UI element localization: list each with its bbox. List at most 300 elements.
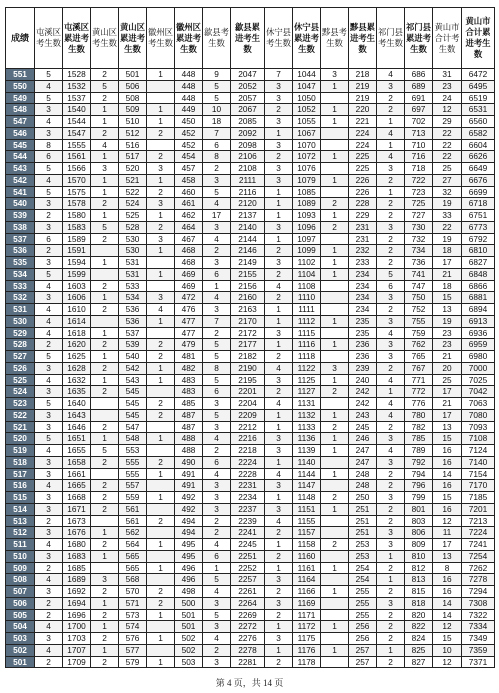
table-cell: 1: [377, 574, 405, 586]
table-cell: 2: [91, 633, 119, 645]
table-cell: 2: [35, 339, 63, 351]
table-cell: 6626: [462, 151, 495, 163]
table-cell: 3: [203, 257, 231, 269]
table-cell: 2224: [231, 456, 265, 468]
table-cell: 555: [119, 468, 147, 480]
table-cell: 1570: [63, 174, 91, 186]
table-cell: 3: [35, 586, 63, 598]
table-cell: 2: [265, 245, 293, 257]
table-cell: 1: [91, 104, 119, 116]
table-cell: 2: [203, 327, 231, 339]
table-cell: 3: [265, 221, 293, 233]
table-cell: 3: [35, 503, 63, 515]
table-cell: 3: [35, 527, 63, 539]
table-cell: 3: [265, 374, 293, 386]
table-cell: 11: [433, 527, 462, 539]
score-cell: 546: [6, 127, 35, 139]
table-cell: 1603: [63, 280, 91, 292]
table-cell: 2: [91, 539, 119, 551]
table-cell: 1: [321, 621, 349, 633]
table-row: [6, 174, 495, 186]
table-cell: [321, 633, 349, 645]
table-cell: 1: [147, 69, 175, 81]
table-cell: [147, 445, 175, 457]
table-cell: 517: [119, 151, 147, 163]
table-cell: 1: [265, 644, 293, 656]
score-cell: 519: [6, 445, 35, 457]
table-cell: 1: [321, 257, 349, 269]
table-cell: 1: [91, 433, 119, 445]
table-cell: 219: [349, 80, 377, 92]
table-row: [6, 362, 495, 374]
table-cell: 7262: [462, 562, 495, 574]
table-row: [6, 257, 495, 269]
table-cell: 7042: [462, 386, 495, 398]
table-cell: 5: [35, 69, 63, 81]
score-cell: 529: [6, 327, 35, 339]
table-cell: 4: [203, 433, 231, 445]
table-cell: 1166: [293, 586, 321, 598]
table-cell: 242: [349, 398, 377, 410]
table-cell: 750: [405, 292, 433, 304]
table-cell: 3: [35, 633, 63, 645]
table-cell: 1: [265, 492, 293, 504]
table-cell: 6699: [462, 186, 495, 198]
table-cell: [91, 268, 119, 280]
table-cell: 494: [175, 515, 203, 527]
table-cell: 1537: [63, 92, 91, 104]
table-cell: 512: [119, 127, 147, 139]
table-cell: 4: [377, 127, 405, 139]
table-cell: 495: [175, 539, 203, 551]
table-cell: 2: [35, 245, 63, 257]
table-cell: 2182: [231, 351, 265, 363]
table-cell: 2: [265, 609, 293, 621]
table-cell: 767: [405, 362, 433, 374]
column-header: 徽州区考生数: [147, 8, 175, 69]
table-cell: 7170: [462, 480, 495, 492]
table-cell: 2098: [231, 139, 265, 151]
table-cell: 771: [405, 374, 433, 386]
table-cell: 6: [203, 550, 231, 562]
table-cell: 780: [405, 409, 433, 421]
table-cell: 221: [349, 116, 377, 128]
table-cell: 7000: [462, 362, 495, 374]
table-cell: 218: [349, 69, 377, 81]
table-cell: 18: [433, 245, 462, 257]
table-cell: 469: [175, 280, 203, 292]
table-cell: 5: [377, 268, 405, 280]
table-cell: 752: [405, 304, 433, 316]
table-cell: 16: [433, 445, 462, 457]
table-cell: 1614: [63, 315, 91, 327]
table-cell: 2234: [231, 492, 265, 504]
table-cell: [321, 456, 349, 468]
table-cell: 772: [405, 386, 433, 398]
table-cell: 5: [35, 163, 63, 175]
table-cell: 3: [265, 80, 293, 92]
table-cell: 508: [119, 92, 147, 104]
table-cell: 1: [147, 633, 175, 645]
table-cell: 4: [377, 327, 405, 339]
table-cell: 2: [35, 210, 63, 222]
table-cell: 2047: [231, 69, 265, 81]
table-cell: 1: [147, 609, 175, 621]
table-cell: 15: [433, 633, 462, 645]
table-cell: 1: [377, 116, 405, 128]
score-cell: 523: [6, 398, 35, 410]
table-cell: 1055: [293, 116, 321, 128]
table-cell: 3: [265, 139, 293, 151]
score-cell: 515: [6, 492, 35, 504]
table-cell: 1: [321, 409, 349, 421]
table-cell: 2: [91, 503, 119, 515]
table-cell: 2239: [231, 515, 265, 527]
table-cell: 2: [377, 633, 405, 645]
table-cell: 521: [119, 174, 147, 186]
score-cell: 535: [6, 257, 35, 269]
table-row: [6, 633, 495, 645]
table-cell: 2: [91, 304, 119, 316]
table-cell: 7: [203, 315, 231, 327]
table-cell: 2: [265, 351, 293, 363]
table-row: [6, 621, 495, 633]
table-cell: 21: [433, 398, 462, 410]
table-cell: 6848: [462, 268, 495, 280]
table-cell: 490: [175, 456, 203, 468]
table-cell: 2: [265, 268, 293, 280]
table-cell: 13: [433, 550, 462, 562]
table-cell: 256: [349, 633, 377, 645]
table-cell: 6582: [462, 127, 495, 139]
table-cell: 2163: [231, 304, 265, 316]
table-cell: 6649: [462, 163, 495, 175]
table-cell: [147, 421, 175, 433]
table-cell: 2: [377, 92, 405, 104]
table-cell: 1676: [63, 527, 91, 539]
table-cell: 3: [35, 550, 63, 562]
table-cell: 570: [119, 586, 147, 598]
table-cell: 516: [119, 139, 147, 151]
table-cell: 506: [119, 80, 147, 92]
table-cell: 29: [433, 116, 462, 128]
table-cell: 1: [147, 174, 175, 186]
table-cell: 6881: [462, 292, 495, 304]
table-cell: 7025: [462, 374, 495, 386]
table-cell: 2: [321, 421, 349, 433]
table-cell: 1591: [63, 245, 91, 257]
table-cell: 2218: [231, 445, 265, 457]
table-cell: 23: [433, 80, 462, 92]
table-cell: 10: [203, 104, 231, 116]
table-cell: 2216: [231, 433, 265, 445]
table-cell: 803: [405, 515, 433, 527]
table-cell: 3: [265, 163, 293, 175]
table-cell: 2: [147, 398, 175, 410]
table-cell: 239: [349, 362, 377, 374]
table-cell: 2: [203, 163, 231, 175]
table-row: [6, 198, 495, 210]
table-cell: 689: [405, 80, 433, 92]
score-cell: 516: [6, 480, 35, 492]
table-cell: 7: [265, 69, 293, 81]
table-cell: [321, 280, 349, 292]
table-cell: 1: [147, 539, 175, 551]
table-cell: 1532: [63, 80, 91, 92]
table-cell: 251: [349, 503, 377, 515]
table-cell: 3: [203, 398, 231, 410]
table-cell: 235: [349, 315, 377, 327]
table-cell: 2: [377, 656, 405, 668]
table-cell: 1589: [63, 233, 91, 245]
table-cell: 730: [405, 221, 433, 233]
table-cell: 476: [175, 304, 203, 316]
table-cell: 1599: [63, 268, 91, 280]
table-cell: 1139: [293, 445, 321, 457]
table-cell: 536: [119, 304, 147, 316]
table-cell: 1: [377, 644, 405, 656]
table-cell: 1: [321, 116, 349, 128]
table-cell: 537: [119, 327, 147, 339]
table-cell: 3: [35, 221, 63, 233]
column-header: 黟县考生数: [321, 8, 349, 69]
table-cell: 543: [119, 374, 147, 386]
table-cell: 3: [377, 339, 405, 351]
table-cell: 7154: [462, 468, 495, 480]
table-cell: 5: [203, 351, 231, 363]
table-cell: 734: [405, 245, 433, 257]
table-cell: 2: [377, 104, 405, 116]
table-cell: 576: [119, 633, 147, 645]
table-cell: 1052: [293, 104, 321, 116]
table-row: [6, 327, 495, 339]
table-cell: 7185: [462, 492, 495, 504]
table-cell: 3: [147, 198, 175, 210]
score-cell: 545: [6, 139, 35, 151]
table-cell: 251: [349, 515, 377, 527]
table-cell: 1: [321, 562, 349, 574]
table-cell: 531: [119, 268, 147, 280]
table-cell: 1096: [293, 221, 321, 233]
table-cell: 7308: [462, 597, 495, 609]
table-cell: 6894: [462, 304, 495, 316]
table-cell: 2241: [231, 527, 265, 539]
table-cell: 732: [405, 233, 433, 245]
table-cell: 501: [119, 69, 147, 81]
table-cell: [91, 562, 119, 574]
table-cell: [91, 245, 119, 257]
table-row: [6, 280, 495, 292]
table-cell: 4: [377, 398, 405, 410]
table-cell: 460: [175, 186, 203, 198]
table-cell: 702: [405, 116, 433, 128]
table-cell: 501: [175, 609, 203, 621]
table-cell: 4: [203, 586, 231, 598]
table-cell: 542: [119, 362, 147, 374]
table-cell: 3: [35, 456, 63, 468]
table-cell: 257: [349, 644, 377, 656]
table-cell: 4: [265, 362, 293, 374]
table-cell: 1: [265, 210, 293, 222]
score-cell: 536: [6, 245, 35, 257]
table-cell: 448: [175, 92, 203, 104]
score-cell: 527: [6, 351, 35, 363]
score-cell: 524: [6, 386, 35, 398]
table-cell: 3: [377, 492, 405, 504]
table-cell: 7334: [462, 621, 495, 633]
table-cell: 776: [405, 398, 433, 410]
table-cell: 1: [321, 374, 349, 386]
table-cell: 3: [265, 433, 293, 445]
table-cell: 461: [175, 198, 203, 210]
table-cell: 2: [147, 409, 175, 421]
table-cell: 3: [377, 433, 405, 445]
table-cell: 2170: [231, 315, 265, 327]
table-cell: 5: [35, 186, 63, 198]
table-cell: 528: [119, 221, 147, 233]
table-row: [6, 339, 495, 351]
table-cell: 464: [175, 221, 203, 233]
column-header: 徽州区累进考生数: [175, 8, 203, 69]
table-cell: 5: [203, 80, 231, 92]
score-cell: 508: [6, 574, 35, 586]
table-cell: 1583: [63, 221, 91, 233]
table-cell: 22: [433, 127, 462, 139]
table-cell: 1132: [293, 409, 321, 421]
table-cell: 12: [433, 621, 462, 633]
table-header: [6, 8, 495, 69]
column-header: 祁门县考生数: [377, 8, 405, 69]
score-cell: 534: [6, 268, 35, 280]
table-cell: 1: [147, 104, 175, 116]
table-cell: 4: [35, 621, 63, 633]
table-cell: 1700: [63, 621, 91, 633]
table-row: [6, 221, 495, 233]
table-cell: 1140: [293, 456, 321, 468]
table-cell: 7294: [462, 586, 495, 598]
table-cell: 762: [405, 339, 433, 351]
table-cell: 691: [405, 92, 433, 104]
table-cell: 255: [349, 586, 377, 598]
table-cell: 257: [349, 656, 377, 668]
table-cell: 4: [377, 151, 405, 163]
table-cell: 1707: [63, 644, 91, 656]
table-cell: 2052: [231, 80, 265, 92]
table-cell: [147, 139, 175, 151]
score-cell: 506: [6, 597, 35, 609]
table-cell: 6: [203, 268, 231, 280]
table-cell: 224: [349, 127, 377, 139]
table-cell: 2177: [231, 339, 265, 351]
table-cell: 7371: [462, 656, 495, 668]
table-cell: 1: [147, 656, 175, 668]
table-cell: 502: [175, 644, 203, 656]
table-cell: 3: [147, 292, 175, 304]
table-row: [6, 69, 495, 81]
table-cell: 491: [175, 468, 203, 480]
table-cell: 1: [91, 374, 119, 386]
table-cell: 565: [119, 562, 147, 574]
table-cell: 3: [265, 116, 293, 128]
table-cell: 1176: [293, 644, 321, 656]
table-cell: 2276: [231, 633, 265, 645]
table-cell: 1625: [63, 351, 91, 363]
score-cell: 511: [6, 539, 35, 551]
table-cell: 1643: [63, 409, 91, 421]
table-row: [6, 562, 495, 574]
table-cell: 813: [405, 574, 433, 586]
table-cell: 540: [119, 351, 147, 363]
table-cell: 250: [349, 492, 377, 504]
score-cell: 547: [6, 116, 35, 128]
table-cell: 547: [119, 421, 147, 433]
table-cell: 457: [175, 163, 203, 175]
table-cell: 1: [321, 445, 349, 457]
table-cell: 7063: [462, 398, 495, 410]
table-cell: 1: [91, 621, 119, 633]
table-cell: [321, 292, 349, 304]
table-cell: 16: [433, 480, 462, 492]
table-cell: 236: [349, 339, 377, 351]
table-cell: 1: [91, 351, 119, 363]
table-cell: 1: [147, 468, 175, 480]
score-cell: 530: [6, 315, 35, 327]
table-cell: 3: [265, 174, 293, 186]
header-row: [6, 8, 495, 69]
table-cell: 231: [349, 233, 377, 245]
table-cell: 4: [35, 445, 63, 457]
table-cell: 1703: [63, 633, 91, 645]
table-cell: 815: [405, 586, 433, 598]
table-cell: 1661: [63, 468, 91, 480]
table-cell: 6936: [462, 327, 495, 339]
table-cell: 491: [175, 480, 203, 492]
table-cell: 4: [203, 233, 231, 245]
table-cell: 577: [119, 644, 147, 656]
table-cell: 16: [433, 574, 462, 586]
table-cell: 5: [91, 445, 119, 457]
score-cell: 550: [6, 80, 35, 92]
table-cell: 2106: [231, 151, 265, 163]
table-cell: 2085: [231, 116, 265, 128]
table-cell: 32: [433, 186, 462, 198]
table-cell: 477: [175, 327, 203, 339]
table-cell: 6531: [462, 104, 495, 116]
table-cell: 1610: [63, 304, 91, 316]
score-cell: 549: [6, 92, 35, 104]
table-cell: 22: [433, 151, 462, 163]
table-cell: 722: [405, 174, 433, 186]
table-row: [6, 480, 495, 492]
table-row: [6, 80, 495, 92]
table-cell: 2120: [231, 198, 265, 210]
table-cell: 226: [349, 186, 377, 198]
table-cell: 4: [203, 468, 231, 480]
table-cell: 1: [147, 116, 175, 128]
table-cell: 6773: [462, 221, 495, 233]
table-cell: 256: [349, 621, 377, 633]
table-cell: 3: [35, 257, 63, 269]
table-cell: 4: [203, 539, 231, 551]
table-cell: 810: [405, 550, 433, 562]
table-cell: 1144: [293, 468, 321, 480]
table-cell: 710: [405, 139, 433, 151]
column-header: 歙县累进考生数: [231, 8, 265, 69]
table-cell: 1: [377, 139, 405, 151]
table-cell: 1: [147, 362, 175, 374]
table-cell: 501: [175, 621, 203, 633]
table-cell: 2140: [231, 221, 265, 233]
